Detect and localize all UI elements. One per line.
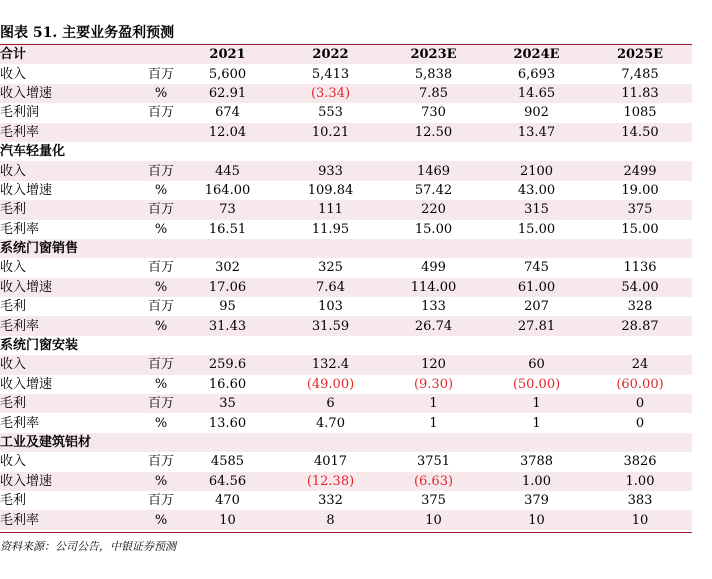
table-row — [0, 258, 692, 277]
value-cell: 4017 — [313, 454, 348, 470]
empty-cell — [588, 336, 692, 355]
table-row — [0, 472, 692, 491]
section-title: 系统门窗安装 — [0, 338, 79, 354]
value-cell: 445 — [176, 161, 279, 180]
value-cell: 7,485 — [621, 66, 659, 82]
table-row — [0, 394, 692, 413]
value-cell: 54.00 — [588, 278, 692, 297]
value-cell: 745 — [524, 260, 549, 276]
value-cell: 11.95 — [311, 221, 350, 237]
table-row — [0, 375, 692, 394]
section-header-row — [0, 142, 692, 161]
value-cell: 1136 — [623, 260, 657, 276]
value-cell: 5,838 — [414, 66, 453, 82]
table-row — [0, 123, 692, 142]
empty-cell — [485, 142, 588, 161]
empty-cell — [279, 336, 382, 355]
value-cell: 902 — [524, 105, 549, 121]
table-row — [0, 297, 692, 316]
row-unit: 百万 — [146, 355, 176, 374]
value-cell: 3826 — [623, 454, 657, 470]
row-label: 收入增速 — [0, 84, 146, 103]
row-unit: % — [146, 84, 176, 103]
value-cell: 332 — [318, 493, 343, 509]
value-cell: 103 — [318, 299, 343, 315]
value-cell: 470 — [215, 493, 240, 509]
row-unit: 百万 — [146, 161, 176, 180]
value-cell: 375 — [421, 493, 446, 509]
value-cell: 2499 — [588, 161, 692, 180]
empty-cell — [146, 142, 176, 161]
section-header-row — [0, 336, 692, 355]
value-cell: 302 — [215, 260, 240, 276]
value-cell: 24 — [588, 355, 692, 374]
table-row — [0, 452, 692, 471]
row-label: 收入增速 — [0, 278, 146, 297]
row-label: 收入增速 — [0, 472, 146, 491]
value-cell: 164.00 — [204, 182, 251, 198]
empty-cell — [146, 336, 176, 355]
table-row — [0, 181, 692, 200]
row-label: 毛利 — [0, 493, 27, 509]
row-unit: 百万 — [147, 105, 174, 121]
section-title: 系统门窗销售 — [0, 239, 146, 258]
row-label: 毛利率 — [0, 415, 40, 431]
value-cell: 1.00 — [485, 472, 588, 491]
table-row — [0, 510, 692, 529]
value-cell: 28.87 — [588, 316, 692, 335]
row-unit — [146, 123, 176, 142]
value-cell: 13.47 — [485, 123, 588, 142]
value-cell: 220 — [382, 200, 485, 219]
empty-cell — [485, 336, 588, 355]
value-cell: 2100 — [485, 161, 588, 180]
value-cell: 35 — [176, 394, 279, 413]
empty-cell — [382, 433, 485, 452]
section-header-row — [0, 433, 692, 452]
value-cell: 10 — [176, 510, 279, 529]
value-cell: (12.38) — [279, 472, 382, 491]
empty-cell — [382, 239, 485, 258]
table-row — [0, 84, 692, 103]
value-cell: 114.00 — [382, 278, 485, 297]
row-unit: % — [146, 472, 176, 491]
row-label: 毛利率 — [0, 123, 146, 142]
value-cell: 133 — [421, 299, 446, 315]
value-cell: 60 — [485, 355, 588, 374]
row-label: 收入增速 — [0, 182, 53, 198]
value-cell: 325 — [318, 260, 343, 276]
row-unit: % — [154, 221, 168, 237]
row-unit: % — [154, 415, 168, 431]
value-cell: 73 — [176, 200, 279, 219]
value-cell: 1469 — [382, 161, 485, 180]
value-cell: 0 — [588, 394, 692, 413]
row-unit: 百万 — [147, 66, 174, 82]
value-cell: 6,693 — [517, 66, 556, 82]
table-row — [0, 355, 692, 374]
table-row — [0, 491, 692, 510]
row-label: 毛利率 — [0, 510, 146, 529]
empty-cell — [588, 433, 692, 452]
row-unit: 百万 — [147, 260, 174, 276]
value-cell: 383 — [627, 493, 653, 509]
empty-cell — [588, 142, 692, 161]
year-2023e: 2023E — [382, 45, 485, 64]
value-cell: 14.65 — [485, 84, 588, 103]
value-cell: 207 — [524, 299, 549, 315]
value-cell: 8 — [279, 510, 382, 529]
table-row — [0, 220, 692, 239]
value-cell: 4.70 — [316, 415, 345, 431]
row-label: 毛利 — [0, 200, 146, 219]
value-cell: 1.00 — [588, 472, 692, 491]
empty-cell — [382, 142, 485, 161]
row-label: 毛利率 — [0, 316, 146, 335]
value-cell: 16.60 — [208, 376, 247, 392]
row-unit: % — [146, 316, 176, 335]
value-cell: (6.63) — [382, 472, 485, 491]
forecast-table — [0, 45, 692, 530]
empty-cell — [146, 433, 176, 452]
value-cell: 5,413 — [311, 66, 350, 82]
row-unit: 百万 — [147, 299, 174, 315]
value-cell: (9.30) — [413, 376, 454, 392]
value-cell: 10 — [588, 510, 692, 529]
section-header-row — [0, 239, 692, 258]
value-cell: 674 — [215, 105, 240, 121]
value-cell: 13.60 — [208, 415, 247, 431]
value-cell: 15.00 — [517, 221, 556, 237]
row-label: 收入 — [0, 355, 146, 374]
value-cell: 16.51 — [208, 221, 247, 237]
value-cell: 15.00 — [414, 221, 453, 237]
table-row — [0, 103, 692, 122]
row-label: 毛利 — [0, 299, 27, 315]
value-cell: 5,600 — [208, 66, 247, 82]
value-cell: 4585 — [210, 454, 245, 470]
row-label: 收入 — [0, 161, 146, 180]
year-2021: 2021 — [176, 45, 279, 64]
row-unit: % — [154, 182, 168, 198]
row-label: 毛利率 — [0, 221, 40, 237]
value-cell: 26.74 — [382, 316, 485, 335]
value-cell: 12.50 — [382, 123, 485, 142]
value-cell: 12.04 — [176, 123, 279, 142]
table-body — [0, 45, 692, 530]
value-cell: 61.00 — [485, 278, 588, 297]
value-cell: 933 — [279, 161, 382, 180]
empty-cell — [176, 239, 279, 258]
value-cell: 3751 — [416, 454, 451, 470]
value-cell: 1 — [429, 415, 438, 431]
table-row — [0, 200, 692, 219]
empty-cell — [176, 142, 279, 161]
value-cell: 57.42 — [414, 182, 453, 198]
value-cell: 43.00 — [517, 182, 556, 198]
value-cell: 109.84 — [307, 182, 354, 198]
value-cell: (50.00) — [512, 376, 561, 392]
value-cell: 3788 — [519, 454, 554, 470]
value-cell: 27.81 — [485, 316, 588, 335]
value-cell: 11.83 — [588, 84, 692, 103]
value-cell: 19.00 — [621, 182, 659, 198]
value-cell: 31.59 — [279, 316, 382, 335]
empty-cell — [485, 433, 588, 452]
value-cell: 6 — [279, 394, 382, 413]
bottom-rule — [0, 532, 692, 533]
table-row — [0, 413, 692, 432]
row-unit: % — [146, 510, 176, 529]
table-row — [0, 64, 692, 83]
value-cell: 730 — [421, 105, 446, 121]
header-label: 合计 — [0, 45, 146, 64]
value-cell: 379 — [524, 493, 549, 509]
table-row — [0, 278, 692, 297]
value-cell: 1 — [532, 415, 541, 431]
row-label: 毛利润 — [0, 105, 40, 121]
row-label: 收入 — [0, 66, 27, 82]
header-unit-cell — [146, 45, 176, 64]
row-unit: 百万 — [147, 454, 174, 470]
row-unit: 百万 — [146, 394, 176, 413]
value-cell: 120 — [382, 355, 485, 374]
value-cell: 14.50 — [588, 123, 692, 142]
empty-cell — [176, 336, 279, 355]
section-title: 工业及建筑铝材 — [0, 433, 146, 452]
value-cell: (3.34) — [279, 84, 382, 103]
value-cell: 553 — [318, 105, 343, 121]
row-label: 收入 — [0, 260, 27, 276]
value-cell: 62.91 — [176, 84, 279, 103]
year-2022: 2022 — [279, 45, 382, 64]
value-cell: 17.06 — [176, 278, 279, 297]
value-cell: 328 — [627, 299, 653, 315]
value-cell: 7.64 — [279, 278, 382, 297]
value-cell: 10 — [485, 510, 588, 529]
value-cell: 0 — [635, 415, 645, 431]
year-2025e: 2025E — [588, 45, 692, 64]
value-cell: 10 — [382, 510, 485, 529]
row-unit: 百万 — [147, 493, 174, 509]
value-cell: (60.00) — [616, 376, 664, 392]
row-unit: 百万 — [146, 200, 176, 219]
value-cell: 315 — [485, 200, 588, 219]
header-row — [0, 45, 692, 64]
empty-cell — [588, 239, 692, 258]
table-row — [0, 161, 692, 180]
row-label: 收入增速 — [0, 376, 53, 392]
value-cell: 1 — [382, 394, 485, 413]
empty-cell — [382, 336, 485, 355]
value-cell: 132.4 — [279, 355, 382, 374]
row-label: 收入 — [0, 454, 27, 470]
empty-cell — [146, 239, 176, 258]
empty-cell — [485, 239, 588, 258]
value-cell: 375 — [588, 200, 692, 219]
value-cell: 10.21 — [279, 123, 382, 142]
value-cell: 7.85 — [382, 84, 485, 103]
year-2024e: 2024E — [485, 45, 588, 64]
value-cell: 259.6 — [176, 355, 279, 374]
empty-cell — [279, 239, 382, 258]
value-cell: 1085 — [623, 105, 657, 121]
value-cell: 95 — [219, 299, 236, 315]
empty-cell — [279, 433, 382, 452]
row-label: 毛利 — [0, 394, 146, 413]
source-note: 资料来源：公司公告，中银证券预测 — [0, 540, 176, 553]
value-cell: (49.00) — [306, 376, 355, 392]
value-cell: 499 — [421, 260, 446, 276]
row-unit: % — [146, 278, 176, 297]
value-cell: 64.56 — [176, 472, 279, 491]
value-cell: 15.00 — [621, 221, 659, 237]
section-title: 汽车轻量化 — [0, 144, 66, 160]
empty-cell — [176, 433, 279, 452]
table-row — [0, 316, 692, 335]
value-cell: 31.43 — [176, 316, 279, 335]
value-cell: 1 — [485, 394, 588, 413]
table-title: 图表 51. 主要业务盈利预测 — [0, 25, 175, 41]
row-unit: % — [154, 376, 168, 392]
value-cell: 111 — [279, 200, 382, 219]
empty-cell — [279, 142, 382, 161]
